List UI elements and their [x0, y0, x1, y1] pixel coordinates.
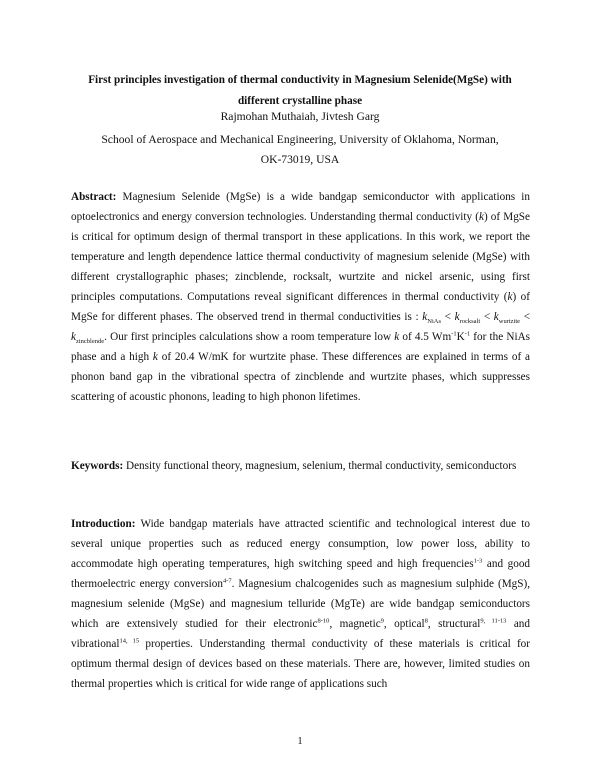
intro-text: and good thermoelectric energy conversion [71, 558, 531, 590]
intro-text: , structural [427, 618, 481, 630]
subscript-wurtzite: wurtzite [498, 318, 521, 326]
symbol-k: k [454, 311, 460, 323]
abstract-label: Abstract: [71, 191, 117, 203]
keywords-text: Density functional theory, magnesium, selenium, thermal conductivity, semiconductors [126, 460, 517, 472]
intro-text: , magnetic [329, 618, 381, 630]
symbol-k: k [394, 331, 400, 343]
affiliation-line-2: OK-73019, USA [260, 153, 340, 166]
abstract-text-7: for the NiAs phase and a high [71, 331, 531, 363]
page-number: 1 [297, 736, 303, 747]
introduction-label: Introduction: [71, 518, 136, 530]
intro-text: . Magnesium chalcogenides such as magnesium sulphide (MgS), magnesium selenide (MgSe) and magnesium telluride (MgTe) are wide bandgap semiconductors which are extensively studied for their electronic [71, 578, 530, 630]
symbol-k: k [422, 311, 428, 323]
abstract-text-6: K [456, 331, 465, 343]
superscript: -1 [464, 330, 471, 338]
paper-title [60, 70, 540, 112]
citation-ref: 14, 15 [119, 637, 140, 645]
abstract-text-5: of 4.5 Wm [399, 331, 452, 343]
title-line-2: different crystalline phase [237, 95, 363, 107]
citation-ref: 9 [380, 617, 384, 625]
abstract-paragraph [71, 187, 530, 407]
symbol-k: k [493, 311, 499, 323]
less-than: < [480, 311, 494, 323]
intro-text: and vibrational [71, 618, 530, 650]
authors: Rajmohan Muthaiah, Jivtesh Garg [220, 110, 380, 123]
introduction-paragraph [71, 514, 530, 694]
trend-end: . [104, 331, 111, 343]
less-than: < [520, 311, 531, 323]
abstract-text-8: of 20.4 W/mK for wurtzite phase. These differences are explained in terms of a phonon band gap in the vibrational spectra of zincblende and wurtzite phases, which suppresses scattering of acoustic phonons, leading to high phonon lifetimes. [71, 351, 530, 403]
symbol-k: k [71, 331, 76, 343]
title-line-1: First principles investigation of thermal conductivity in Magnesium Selenide(MgSe) with [88, 74, 512, 86]
keywords-label: Keywords: [71, 460, 124, 472]
citation-ref: 8-10 [317, 617, 330, 625]
citation-ref: 1-3 [473, 557, 483, 565]
abstract-text-1: Magnesium Selenide (MgSe) is a wide bandgap semiconductor with applications in optoelectronics and energy conversion technologies. Understanding thermal conductivity ( [71, 191, 530, 223]
intro-text: Wide bandgap materials have attracted scientific and technological interest due to several unique properties such as reduced energy consumption, low power loss, ability to accommodate high operating temperatures, high switching speed and high frequencies [71, 518, 530, 570]
superscript: -1 [451, 330, 457, 338]
abstract-text-4: Our first principles calculations show a room temperature low [110, 331, 395, 343]
subscript-zincblende: zincblende [75, 338, 105, 346]
symbol-k: k [152, 351, 158, 363]
abstract-text-3: ) of MgSe for different phases. The observed trend in thermal conductivities is : [71, 291, 531, 323]
abstract-text-2: ) of MgSe is critical for optimum design of thermal transport in these applications. In this work, we report the temperature and length dependence lattice thermal conductivity of magnesium selenide (MgSe) with different crystallographic phases; zincblende, rocksalt, wurtzite and nickel arsenic, using first principles computations. Computations reveal significant differences in thermal conductivity ( [71, 211, 530, 303]
keywords-paragraph [71, 456, 530, 476]
intro-text: , optical [383, 618, 425, 630]
symbol-k: k [478, 211, 484, 223]
citation-ref: 9, 11-13 [480, 617, 507, 625]
subscript-nias: NiAs [427, 318, 441, 326]
citation-ref: 8 [424, 617, 428, 625]
citation-ref: 4-7 [222, 577, 232, 585]
less-than: < [441, 311, 455, 323]
subscript-rocksalt: rocksalt [459, 318, 481, 326]
affiliation-line-1: School of Aerospace and Mechanical Engineering, University of Oklahoma, Norman, [101, 133, 499, 146]
symbol-k: k [507, 291, 513, 303]
intro-text: properties. Understanding thermal conductivity of these materials is critical for optimum thermal design of devices based on these materials. There are, however, limited studies on thermal properties which is critical for wide range of applications such [71, 638, 530, 690]
